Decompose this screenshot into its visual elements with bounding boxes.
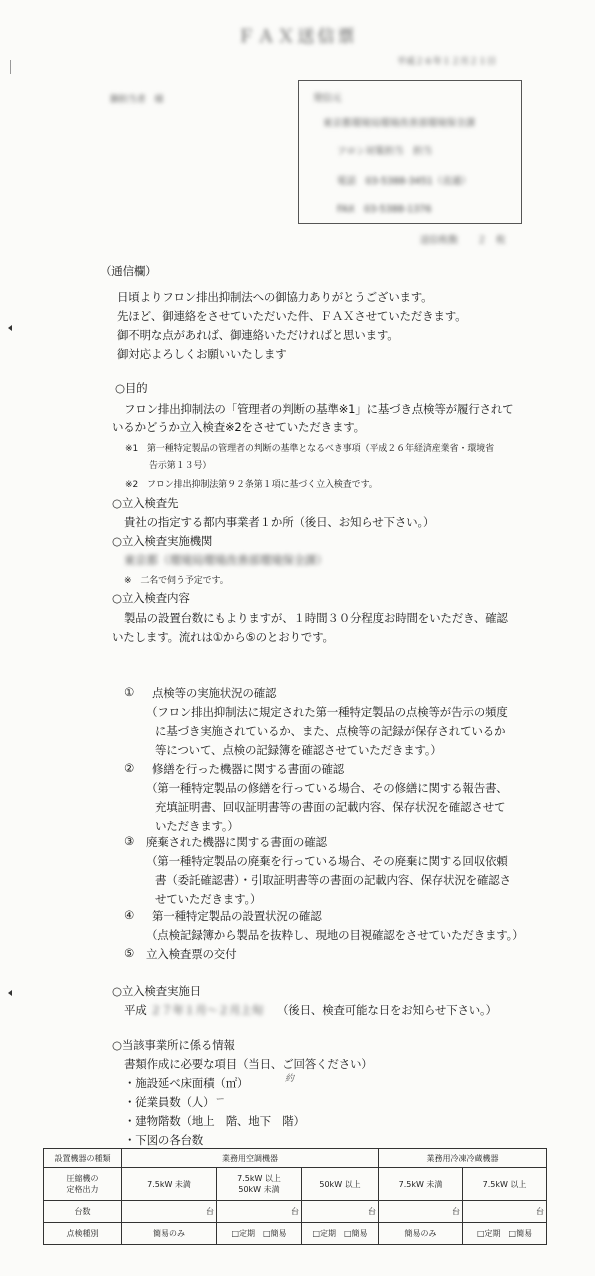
intro-line: 日頃よりフロン排出抑制法への御協力ありがとうございます。 (117, 290, 433, 304)
binding-mark-icon (8, 325, 12, 331)
count-cell[interactable]: 台 (463, 1201, 547, 1223)
step-title: 修繕を行った機器に関する書面の確認 (152, 762, 345, 776)
purpose-note: ※1 第一種特定製品の管理者の判断の基準となるべき事項（平成２６年経済産業省・環境省 (125, 444, 495, 454)
binding-mark-icon (8, 990, 12, 996)
info-item: ・建物階数（地上 階、地下 階） (124, 1114, 305, 1128)
handwritten-mark: ー (215, 1095, 225, 1105)
sender-tel: 電話 03-5388-3451（直通） (337, 176, 471, 187)
content-line: 製品の設置台数にもよりますが、１時間３０分程度お時間をいただき、確認 (124, 611, 508, 625)
step-number: ① (124, 685, 135, 699)
date-note: （後日、検査可能な日をお知らせ下さい。） (277, 1003, 497, 1017)
type-row-label: 点検種別 (44, 1223, 122, 1245)
step-desc: （第一種特定製品の修繕を行っている場合、その修繕に関する報告書、 (146, 781, 508, 795)
type-cell: 簡易のみ (379, 1223, 463, 1245)
step-desc: 書（委託確認書）・引取証明書等の書面の記載内容、保存状況を確認さ (155, 873, 511, 887)
step-desc: （フロン排出抑制法に規定された第一種特定製品の点検等が告示の頻度 (146, 705, 508, 719)
step-title: 点検等の実施状況の確認 (152, 686, 277, 700)
group-header-refrigeration: 業務用冷凍冷蔵機器 (379, 1149, 547, 1168)
purpose-note: ※2 フロン排出抑制法第９２条第１項に基づく立入検査です。 (125, 480, 378, 490)
step-number: ④ (124, 908, 135, 922)
count-cell[interactable]: 台 (122, 1201, 217, 1223)
table-cell: 7.5kW 未満 (122, 1168, 217, 1201)
sender-fax: FAX 03-5388-1376 (337, 204, 432, 215)
sender-name: フロン対策担当 担当 (337, 146, 433, 157)
agency-note: ※ 二名で伺う予定です。 (124, 576, 229, 586)
step-desc: （第一種特定製品の廃棄を行っている場合、その廃棄に関する回収依頼 (146, 854, 508, 868)
type-checkbox-cell[interactable]: □定期 □簡易 (302, 1223, 379, 1245)
agency-name-redacted: 東京都（環境局環境改善部環境保全課） (124, 553, 328, 567)
date-redacted: ２７年１月～２月上旬 (150, 1003, 263, 1017)
step-desc: 充填証明書、回収証明書等の書面の記載内容、保存状況を確認させて (155, 800, 506, 814)
content-line: いたします。流れは①から⑤のとおりです。 (112, 630, 334, 644)
table-cell: 50kW 以上 (302, 1168, 379, 1201)
group-header-aircon: 業務用空調機器 (122, 1149, 379, 1168)
type-checkbox-cell[interactable]: □定期 □簡易 (217, 1223, 302, 1245)
step-desc: （点検記録簿から製品を抜粋し、現地の目視確認をさせていただきます。） (146, 928, 524, 942)
step-desc: 等について、点検の記録簿を確認させていただきます。） (155, 743, 442, 757)
output-row-label: 圧縮機の 定格出力 (44, 1168, 122, 1201)
info-item: ・下図の各台数 (124, 1133, 204, 1147)
count-row-label: 台数 (44, 1201, 122, 1223)
recipient: 御担当者 様 (110, 95, 164, 105)
purpose-line: いるかどうか立入検査※2をさせていただきます。 (112, 420, 365, 434)
info-item: ・施設延べ床面積（㎡） (124, 1076, 249, 1090)
step-number: ⑤ (124, 946, 135, 960)
date-heading: ○立入検査実施日 (112, 984, 201, 998)
step-number: ② (124, 761, 135, 775)
intro-line: 先ほど、御連絡をさせていただいた件、ＦＡＸさせていただきます。 (117, 309, 467, 323)
section-heading: （通信欄） (100, 264, 157, 278)
step-desc: に基づき実施されているか、また、点検等の記録が保存されているか (155, 724, 506, 738)
table-cell: 7.5kW 未満 (379, 1168, 463, 1201)
sender-org: 東京都環境局環境改善部環境保全課 (323, 118, 476, 129)
content-heading: ○立入検査内容 (112, 591, 190, 605)
scan-edge-line (10, 60, 11, 74)
step-title: 第一種特定製品の設置状況の確認 (152, 909, 322, 923)
table-cell: 7.5kW 以上 (463, 1168, 547, 1201)
purpose-heading: ○目的 (115, 381, 148, 395)
type-col-header: 設置機器の種類 (44, 1149, 122, 1168)
site-text: 貴社の指定する都内事業者１か所（後日、お知らせ下さい。） (124, 515, 435, 529)
step-title: 立入検査票の交付 (146, 947, 237, 961)
count-cell[interactable]: 台 (217, 1201, 302, 1223)
site-heading: ○立入検査先 (112, 496, 179, 510)
agency-heading: ○立入検査実施機関 (112, 534, 213, 548)
info-item: ・従業員数（人） (124, 1095, 215, 1109)
table-cell: 7.5kW 以上 50kW 未満 (217, 1168, 302, 1201)
date-prefix: 平成 (124, 1003, 147, 1017)
info-lead: 書類作成に必要な項目（当日、ご回答ください） (124, 1057, 373, 1071)
fax-date: 平成２６年１２月２１日 (397, 57, 497, 67)
count-cell[interactable]: 台 (379, 1201, 463, 1223)
handwritten-mark: 約 (285, 1074, 295, 1084)
type-checkbox-cell[interactable]: □定期 □簡易 (463, 1223, 547, 1245)
count-cell[interactable]: 台 (302, 1201, 379, 1223)
step-title: 廃棄された機器に関する書面の確認 (146, 835, 327, 849)
purpose-line: フロン排出抑制法の「管理者の判断の基準※1」に基づき点検等が履行されて (124, 402, 514, 416)
step-number: ③ (124, 834, 135, 848)
fax-title: ＦＡＸ送信票 (237, 27, 358, 47)
sender-box (298, 80, 522, 224)
purpose-note: 告示第１３号） (149, 461, 212, 471)
type-cell: 簡易のみ (122, 1223, 217, 1245)
equipment-count-table (43, 1148, 547, 1245)
intro-line: 御不明な点があれば、御連絡いただければと思います。 (117, 328, 399, 342)
page-count: 送信枚数 ２ 枚 (420, 235, 506, 246)
info-heading: ○当該事業所に係る情報 (112, 1038, 235, 1052)
step-desc: いただきます。） (155, 819, 239, 833)
intro-line: 御対応よろしくお願いいたします (117, 347, 287, 361)
sender-label: 発信元 (313, 93, 342, 104)
step-desc: せていただきます。） (155, 892, 262, 906)
